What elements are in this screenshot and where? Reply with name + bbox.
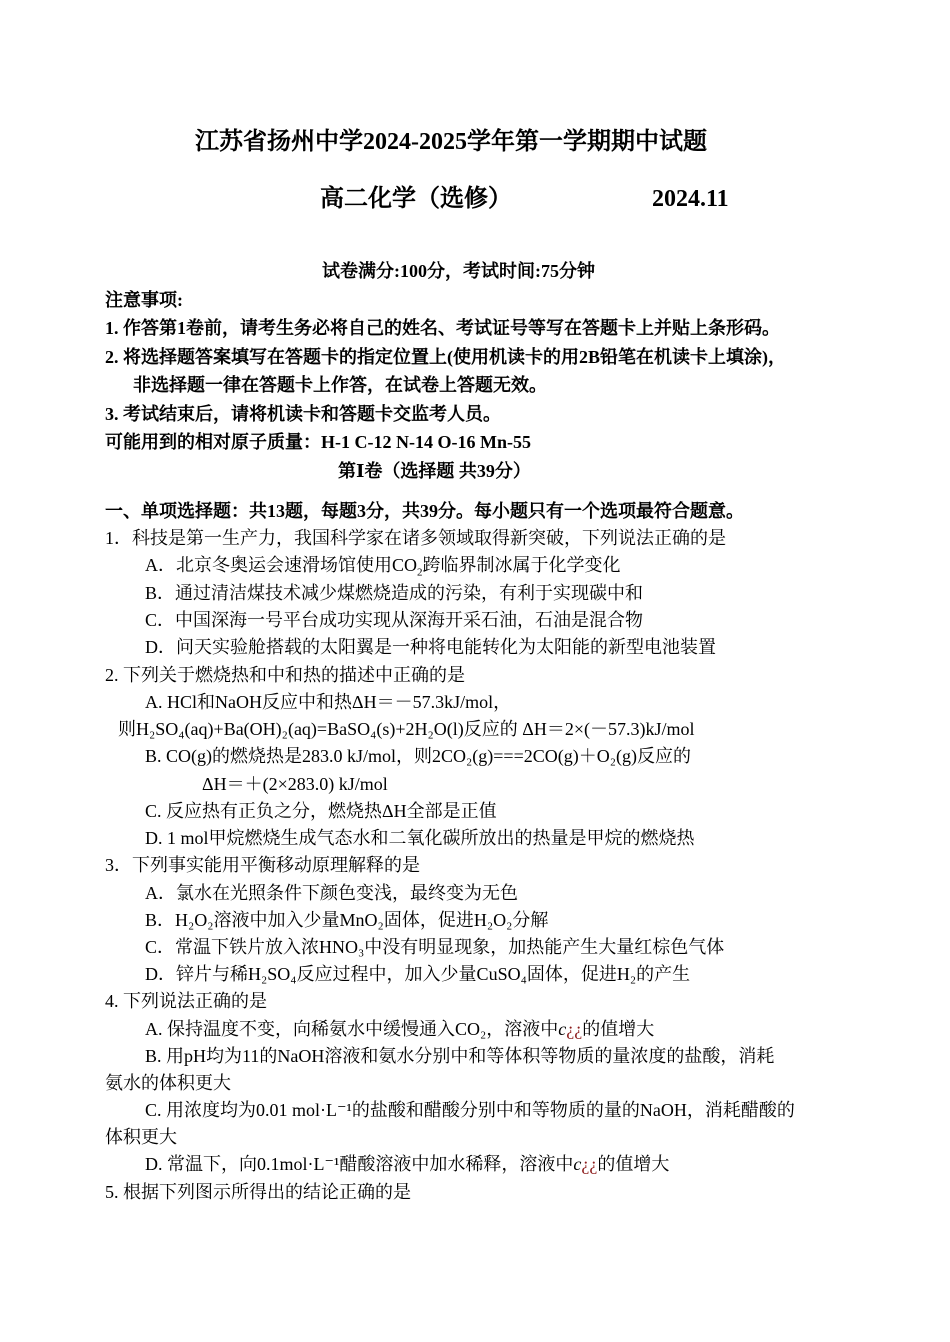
- q3-option-a: A．氯水在光照条件下颜色变浅，最终变为无色: [145, 883, 518, 903]
- q4-option-c-line1: C. 用浓度均为0.01 mol·L⁻¹的盐酸和醋酸分别中和等物质的量的NaOH，消耗醋酸的: [145, 1100, 795, 1120]
- q2-option-c: C. 反应热有正负之分，燃烧热ΔH全部是正值: [145, 801, 497, 821]
- q4-option-d: [145, 1153, 669, 1175]
- q4-d-glyph: ¿¿: [581, 1154, 598, 1174]
- q4-d-post: 的值增大: [597, 1154, 670, 1174]
- q4-stem: 4. 下列说法正确的是: [105, 991, 267, 1011]
- q2-stem: 2. 下列关于燃烧热和中和热的描述中正确的是: [105, 665, 465, 685]
- q4-a-post: 的值增大: [582, 1019, 655, 1039]
- q4-d-pre: D. 常温下，向0.1mol·L⁻¹醋酸溶液中加水稀释，溶液中: [145, 1154, 574, 1174]
- q2-option-d: D. 1 mol甲烷燃烧生成气态水和二氧化碳所放出的热量是甲烷的燃烧热: [145, 828, 695, 848]
- q1-option-b: B．通过清洁煤技术减少煤燃烧造成的污染，有利于实现碳中和: [145, 583, 644, 603]
- q2-option-a-line1: A. HCl和NaOH反应中和热ΔH＝－57.3kJ/mol，: [145, 692, 512, 712]
- q4-option-b-line1: B. 用pH均为11的NaOH溶液和氨水分别中和等体积等物质的量浓度的盐酸，消耗: [145, 1046, 775, 1066]
- q4-a-pre: A. 保持温度不变，向稀氨水中缓慢通入CO₂，溶液中: [145, 1019, 559, 1039]
- exam-info: 试卷满分:100分，考试时间:75分钟: [322, 261, 595, 281]
- q4-a-glyph: ¿¿: [566, 1019, 583, 1039]
- q1-option-c: C．中国深海一号平台成功实现从深海开采石油，石油是混合物: [145, 610, 644, 630]
- q2-option-b-line1: B. CO(g)的燃烧热是283.0 kJ/mol，则2CO₂(g)===2CO(g)＋O₂(g)反应的: [145, 746, 691, 766]
- q4-d-c: c: [573, 1154, 582, 1174]
- notice-item-1: 1. 作答第1卷前，请考生务必将自己的姓名、考试证号等写在答题卡上并贴上条形码。: [105, 318, 780, 338]
- q3-option-c: C．常温下铁片放入浓HNO₃中没有明显现象，加热能产生大量红棕色气体: [145, 937, 725, 957]
- q5-stem: 5. 根据下列图示所得出的结论正确的是: [105, 1182, 411, 1202]
- q3-stem: 3．下列事实能用平衡移动原理解释的是: [105, 855, 420, 875]
- q4-option-c-line2: 体积更大: [105, 1127, 177, 1147]
- q3-option-b: B．H₂O₂溶液中加入少量MnO₂固体，促进H₂O₂分解: [145, 910, 549, 930]
- q1-option-d: D．问天实验舱搭载的太阳翼是一种将电能转化为太阳能的新型电池装置: [145, 637, 716, 657]
- notice-item-2-cont: 非选择题一律在答题卡上作答，在试卷上答题无效。: [133, 375, 547, 395]
- notice-item-2: 2. 将选择题答案填写在答题卡的指定位置上(使用机读卡的用2B铅笔在机读卡上填涂)，: [105, 347, 786, 367]
- exam-subtitle: 高二化学（选修）: [320, 186, 512, 212]
- part-heading: 一、单项选择题：共13题，每题3分，共39分。每小题只有一个选项最符合题意。: [105, 501, 744, 521]
- notice-heading: 注意事项:: [105, 290, 183, 310]
- atomic-mass-line: 可能用到的相对原子质量：H-1 C-12 N-14 O-16 Mn-55: [105, 432, 531, 452]
- section-title: 第Ⅰ卷（选择题 共39分）: [338, 461, 531, 481]
- notice-item-3: 3. 考试结束后，请将机读卡和答题卡交监考人员。: [105, 404, 501, 424]
- q1-a-pre: A．北京冬奥运会速滑场馆使用CO: [145, 555, 418, 575]
- q4-option-a: [145, 1018, 654, 1040]
- exam-title: 江苏省扬州中学2024-2025学年第一学期期中试题: [195, 129, 707, 155]
- q4-option-b-line2: 氨水的体积更大: [105, 1073, 231, 1093]
- q2-option-a-line2: 则H₂SO₄(aq)+Ba(OH)₂(aq)=BaSO₄(s)+2H₂O(l)反应的 ΔH＝2×(－57.3)kJ/mol: [118, 719, 695, 739]
- q1-a-post: 跨临界制冰属于化学变化: [422, 555, 621, 575]
- q2-option-b-line2: ΔH＝＋(2×283.0) kJ/mol: [202, 774, 388, 794]
- q1-a-sub: 2: [417, 566, 423, 579]
- q1-option-a: [145, 554, 621, 579]
- q4-a-c: c: [558, 1019, 567, 1039]
- exam-date: 2024.11: [652, 186, 729, 212]
- q1-stem: 1．科技是第一生产力，我国科学家在诸多领域取得新突破，下列说法正确的是: [105, 528, 726, 548]
- q3-option-d: D．锌片与稀H₂SO₄反应过程中，加入少量CuSO₄固体，促进H₂的产生: [145, 964, 691, 984]
